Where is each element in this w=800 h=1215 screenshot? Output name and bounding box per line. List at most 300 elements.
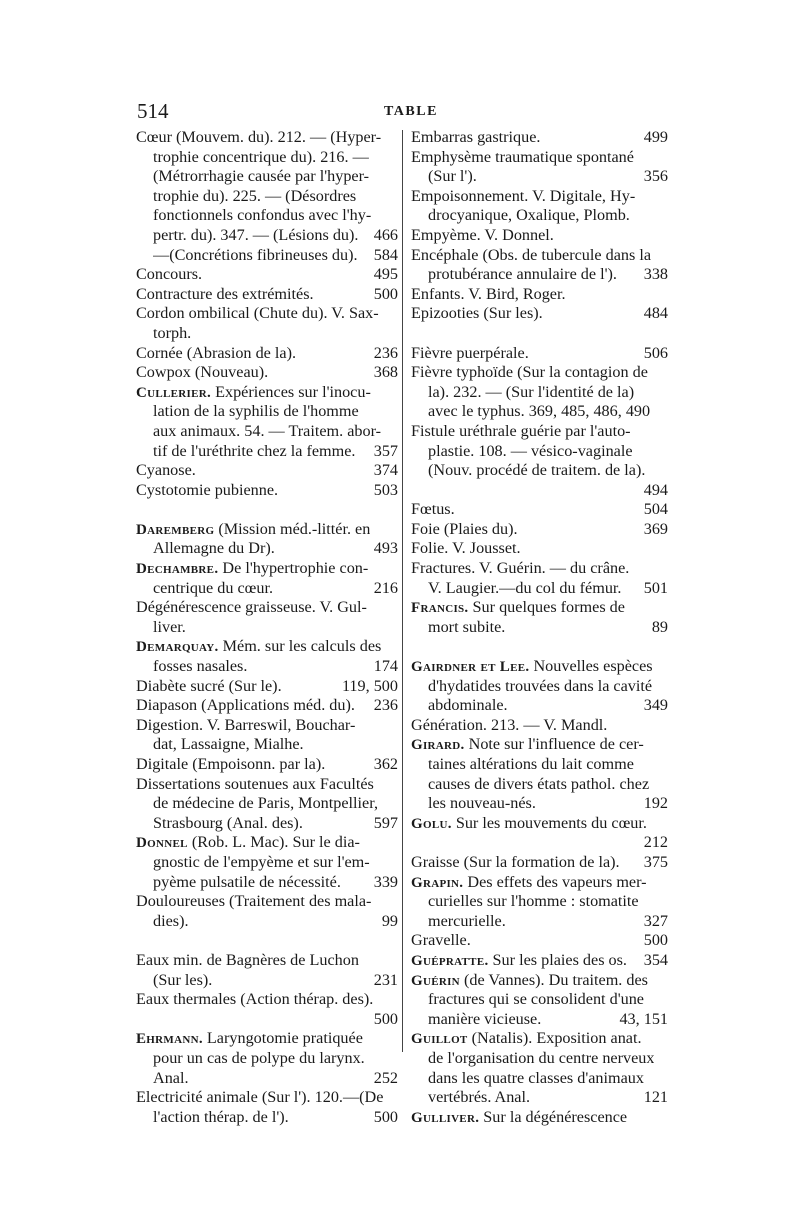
entry-line (411, 579, 668, 599)
entry-text (136, 598, 367, 618)
entry-text (411, 500, 455, 520)
page-reference: 375 (643, 852, 668, 871)
author-name: Grapin. (411, 874, 464, 891)
page-reference: 89 (651, 617, 668, 636)
author-name: Guillot (411, 1031, 468, 1048)
entry-line (136, 246, 398, 266)
entry-text (136, 363, 268, 383)
entry-text (411, 520, 518, 540)
author-name: Daremberg (136, 521, 215, 538)
entry-text-body: de médecine de Paris, Montpellier, (153, 794, 379, 813)
entry-line (136, 833, 398, 853)
entry-line (411, 481, 668, 501)
entry-text (411, 128, 540, 148)
page-reference: 499 (643, 128, 668, 146)
entry-text (153, 971, 212, 991)
index-entry (136, 344, 398, 364)
entry-line (411, 657, 668, 677)
entry-text (411, 853, 620, 873)
entry-text-body: Des effets des vapeurs mer- (463, 872, 647, 891)
entry-text (136, 990, 373, 1010)
index-entry (411, 304, 668, 324)
entry-text-body: d'hydatides trouvées dans la cavité (428, 676, 653, 695)
entry-text (153, 873, 341, 893)
entry-text (428, 206, 630, 226)
page-reference: 506 (643, 343, 668, 362)
page-reference: 356 (643, 167, 668, 186)
entry-text (136, 128, 381, 148)
entry-text-body: Diabète sucré (Sur le). (136, 676, 282, 695)
entry-line (411, 833, 668, 853)
entry-text-body: Anal. (153, 1068, 189, 1087)
index-entry (136, 892, 398, 931)
page-reference: 504 (643, 500, 668, 519)
entry-line (411, 285, 668, 305)
page-reference: 174 (373, 657, 398, 676)
author-name: Donnel (136, 835, 188, 852)
entry-text-body: Diapason (Applications méd. du). (136, 696, 355, 715)
entry-line (136, 383, 398, 403)
index-entry (136, 677, 398, 697)
page-reference: 354 (643, 950, 668, 969)
index-entry (411, 598, 668, 637)
entry-line (136, 618, 398, 638)
index-entry (411, 128, 668, 148)
entry-text (428, 579, 621, 599)
entry-line (411, 539, 668, 559)
entry-text (153, 539, 275, 559)
entry-text-body: Note sur l'influence de cer- (464, 735, 644, 754)
entry-text (153, 187, 356, 207)
index-entry (411, 285, 668, 305)
entry-text-body: Electricité animale (Sur l'). 120.—(De (136, 1088, 384, 1107)
entry-line (136, 1010, 398, 1030)
entry-text (411, 971, 648, 991)
index-entry (411, 500, 668, 520)
page-reference: 484 (643, 304, 668, 323)
index-entry (136, 598, 398, 637)
entry-text (411, 285, 566, 305)
entry-text-body: Cystotomie pubienne. (136, 480, 279, 499)
entry-text-body: (Rob. L. Mac). Sur le dia- (187, 833, 360, 852)
entry-text (136, 951, 359, 971)
index-entry (411, 1029, 668, 1107)
entry-line (411, 912, 668, 932)
entry-line (411, 383, 668, 403)
entry-text (153, 1049, 365, 1069)
page-reference: 503 (373, 480, 398, 499)
entry-text-body: avec le typhus. 369, 485, 486, 490 (428, 402, 651, 421)
entry-text (153, 735, 304, 755)
entry-text-body: Strasbourg (Anal. des). (153, 813, 303, 832)
entry-text (136, 481, 278, 501)
entry-text-body: centrique du cœur. (153, 578, 274, 597)
entry-text-body: la). 232. — (Sur l'identité de la) (428, 382, 635, 401)
entry-line (136, 696, 398, 716)
index-entry (411, 226, 668, 246)
entry-line (136, 1069, 398, 1089)
index-entry (136, 951, 398, 990)
entry-line (411, 873, 668, 893)
entry-line (411, 971, 668, 991)
entry-text (136, 696, 355, 716)
index-entry (411, 657, 668, 716)
entry-line (411, 951, 668, 971)
section-gap (136, 500, 398, 520)
entry-line (136, 735, 398, 755)
page-reference: 119, 500 (341, 676, 398, 695)
page-reference: 339 (373, 872, 398, 891)
entry-text-body: dans les quatre classes d'animaux (428, 1068, 644, 1087)
entry-text (411, 716, 607, 736)
page-reference: 231 (373, 970, 398, 989)
entry-text (153, 148, 369, 168)
index-entry (136, 128, 398, 265)
entry-line (411, 892, 668, 912)
entry-text-body: dat, Lassaigne, Mialhe. (153, 735, 304, 754)
entry-line (411, 246, 668, 266)
entry-text (428, 794, 536, 814)
entry-line (411, 1049, 668, 1069)
index-entry (136, 481, 398, 501)
index-entry (411, 735, 668, 813)
entry-text (411, 148, 634, 168)
entry-text (136, 892, 371, 912)
entry-text (136, 344, 296, 364)
entry-text-body: Fistule uréthrale guérie par l'auto- (411, 421, 631, 440)
entry-text-body: fonctionnels confondus avec l'hy- (153, 206, 372, 225)
entry-text (411, 304, 543, 324)
entry-line (411, 1029, 668, 1049)
entry-text (428, 990, 644, 1010)
entry-line (136, 637, 398, 657)
entry-text-body: Cyanose. (136, 461, 196, 480)
entry-line (411, 559, 668, 579)
entry-text-body: Empyème. V. Donnel. (411, 225, 554, 244)
entry-text-body: abdominale. (428, 696, 508, 715)
entry-text (411, 246, 651, 266)
index-entry (411, 1108, 668, 1128)
entry-text (136, 559, 368, 579)
index-entry (136, 833, 398, 892)
entry-text (136, 304, 379, 324)
entry-text-body: Laryngotomie pratiquée (202, 1029, 363, 1048)
entry-line (411, 1088, 668, 1108)
index-entry (411, 344, 668, 364)
index-entry (136, 990, 398, 1029)
entry-text-body: Expériences sur l'inocu- (211, 382, 371, 401)
entry-line (411, 1069, 668, 1089)
entry-text-body: liver. (153, 617, 186, 636)
index-entry (411, 363, 668, 422)
entry-text (428, 912, 506, 932)
entry-text-body: dies). (153, 911, 189, 930)
entry-text-body: tif de l'uréthrite chez la femme. (153, 441, 356, 460)
entry-text (136, 461, 196, 481)
page-reference: 252 (373, 1068, 398, 1087)
entry-text (411, 657, 653, 677)
entry-text-body: (Natalis). Exposition anat. (467, 1029, 642, 1048)
entry-line (136, 520, 398, 540)
page-reference: 500 (373, 1107, 398, 1126)
entry-line (136, 853, 398, 873)
page-reference: 349 (643, 696, 668, 715)
entry-text-body: Sur la dégénérescence (479, 1107, 628, 1126)
entry-text-body: Mém. sur les calculs des (218, 637, 382, 656)
entry-text-body: mercurielle. (428, 911, 506, 930)
page-reference: 597 (373, 813, 398, 832)
entry-text (411, 735, 644, 755)
entry-line (411, 167, 668, 187)
entry-line (136, 598, 398, 618)
entry-line (136, 167, 398, 187)
entry-text (428, 167, 477, 187)
index-entry (136, 265, 398, 285)
index-column-left (136, 128, 398, 1127)
entry-text (153, 167, 369, 187)
page-reference: 368 (373, 363, 398, 382)
entry-line (136, 951, 398, 971)
page-reference: 236 (373, 343, 398, 362)
index-entry (411, 814, 668, 853)
entry-line (411, 363, 668, 383)
entry-line (136, 206, 398, 226)
entry-text (153, 853, 370, 873)
entry-line (411, 461, 668, 481)
entry-line (136, 971, 398, 991)
entry-text-body: Contracture des extrémités. (136, 284, 314, 303)
entry-text (411, 951, 627, 971)
page-reference: 500 (643, 931, 668, 950)
entry-text-body: Gravelle. (411, 931, 471, 950)
entry-line (136, 794, 398, 814)
entry-text (153, 442, 355, 462)
entry-text-body: drocyanique, Oxalique, Plomb. (428, 206, 630, 225)
entry-text (428, 1088, 530, 1108)
author-name: Demarquay. (136, 639, 219, 656)
index-entry (411, 422, 668, 500)
entry-text (136, 1029, 363, 1049)
entry-text-body: taines altérations du lait comme (428, 755, 634, 773)
entry-text (411, 422, 631, 442)
entry-text (136, 1088, 383, 1108)
entry-text (428, 1049, 654, 1069)
running-head: TABLE (384, 104, 438, 119)
entry-line (136, 265, 398, 285)
page-reference: 43, 151 (619, 1009, 668, 1028)
entry-text (411, 187, 635, 207)
entry-line (136, 422, 398, 442)
author-name: Gulliver. (411, 1109, 480, 1126)
index-entry (411, 951, 668, 971)
entry-line (136, 285, 398, 305)
entry-text (136, 775, 374, 795)
section-gap (411, 324, 668, 344)
entry-line (411, 853, 668, 873)
entry-text-body: Fièvre puerpérale. (411, 343, 529, 362)
entry-text (428, 892, 639, 912)
entry-text (153, 1108, 289, 1128)
entry-text-body: trophie du). 225. — (Désordres (153, 186, 357, 205)
entry-text-body: Cœur (Mouvem. du). 212. — (Hyper- (136, 128, 382, 146)
index-entry (411, 931, 668, 951)
entry-text-body: gnostic de l'empyème et sur l'em- (153, 852, 370, 871)
page-reference: 493 (373, 539, 398, 558)
entry-text-body: Sur quelques formes de (468, 598, 625, 617)
entry-text (153, 324, 191, 344)
entry-text-body: Emphysème traumatique spontané (411, 147, 634, 166)
entry-line (136, 344, 398, 364)
entry-text-body: Cornée (Abrasion de la). (136, 343, 297, 362)
entry-text-body: vertébrés. Anal. (428, 1088, 531, 1107)
index-entry (411, 971, 668, 1030)
index-entry (411, 187, 668, 226)
page-reference: 192 (643, 794, 668, 813)
entry-line (136, 304, 398, 324)
entry-text-body: Graisse (Sur la formation de la). (411, 852, 620, 871)
page-reference: 216 (373, 578, 398, 597)
index-entry (411, 559, 668, 598)
entry-line (411, 344, 668, 364)
entry-text-body: (Sur les). (153, 970, 213, 989)
entry-text (153, 402, 359, 422)
entry-text (428, 696, 508, 716)
entry-line (411, 794, 668, 814)
entry-line (411, 755, 668, 775)
entry-text-body: pertr. du). 347. — (Lésions du). (153, 225, 359, 244)
entry-text-body: de l'organisation du centre nerveux (428, 1048, 655, 1067)
entry-text-body: V. Laugier.—du col du fémur. (428, 578, 622, 597)
entry-text-body: Fièvre typhoïde (Sur la contagion de (411, 363, 648, 382)
entry-text (411, 1029, 642, 1049)
entry-text-body: Folie. V. Jousset. (411, 539, 521, 558)
entry-line (136, 148, 398, 168)
entry-text (411, 873, 647, 893)
author-name: Guérin (411, 972, 460, 989)
index-entry (136, 775, 398, 834)
author-name: Dechambre. (136, 561, 219, 578)
column-divider (402, 130, 403, 1052)
entry-text-body: Digestion. V. Barreswil, Bouchar- (136, 715, 356, 734)
page-reference: 338 (643, 265, 668, 284)
index-entry (136, 1088, 398, 1127)
entry-line (136, 990, 398, 1010)
entry-text-body: protubérance annulaire de l'). (428, 265, 617, 284)
entry-line (136, 1088, 398, 1108)
page-reference: 362 (373, 755, 398, 773)
entry-text-body: mort subite. (428, 617, 506, 636)
entry-text-body: Sur les plaies des os. (488, 950, 627, 969)
entry-text-body: (de Vannes). Du traitem. des (459, 970, 648, 989)
entry-line (136, 873, 398, 893)
entry-text (136, 383, 371, 403)
entry-text (153, 246, 358, 266)
entry-line (411, 598, 668, 618)
index-entry (411, 520, 668, 540)
entry-text-body: (Nouv. procédé de traitem. de la). (428, 461, 646, 480)
entry-text-body: Encéphale (Obs. de tubercule dans la (411, 245, 652, 264)
entry-text-body: Allemagne du Dr). (153, 539, 275, 558)
entry-line (411, 716, 668, 736)
entry-line (136, 775, 398, 795)
entry-line (411, 520, 668, 540)
page-reference: 494 (643, 480, 668, 499)
entry-line (136, 1029, 398, 1049)
page-reference: 99 (381, 911, 398, 930)
entry-text (428, 402, 650, 422)
page-number: 514 (137, 99, 169, 123)
entry-text (411, 539, 521, 559)
index-entry (136, 520, 398, 559)
entry-line (411, 1108, 668, 1128)
entry-text (153, 226, 358, 246)
page-reference: 369 (643, 519, 668, 538)
entry-text-body: l'action thérap. de l'). (153, 1107, 289, 1126)
page-reference: 501 (643, 578, 668, 597)
entry-text (153, 618, 186, 638)
entry-text (428, 1010, 541, 1030)
entry-text (411, 363, 648, 383)
entry-line (411, 148, 668, 168)
entry-line (136, 1108, 398, 1128)
entry-line (411, 1010, 668, 1030)
entry-line (136, 187, 398, 207)
entry-text-body: pour un cas de polype du larynx. (153, 1048, 365, 1067)
entry-text (153, 206, 371, 226)
entry-text-body: Dégénérescence graisseuse. V. Gul- (136, 598, 367, 617)
page-reference: 236 (373, 696, 398, 715)
entry-text-body: Douloureuses (Traitement des mala- (136, 892, 372, 911)
page-reference: 500 (373, 284, 398, 303)
entry-text-body: plastie. 108. — vésico-vaginale (428, 441, 633, 460)
entry-text-body: fosses nasales. (153, 657, 248, 676)
page-reference: 495 (373, 265, 398, 284)
entry-line (411, 735, 668, 755)
entry-line (411, 500, 668, 520)
index-entry (136, 363, 398, 383)
entry-text-body: Nouvelles espèces (529, 657, 653, 676)
entry-text-body: Eaux thermales (Action thérap. des). (136, 990, 374, 1009)
entry-text-body: Cowpox (Nouveau). (136, 363, 269, 382)
entry-text (136, 520, 370, 540)
index-entry (411, 148, 668, 187)
entry-line (136, 657, 398, 677)
entry-text-body: trophie concentrique du). 216. — (153, 147, 369, 166)
entry-text (136, 716, 355, 736)
entry-text (428, 1069, 644, 1089)
entry-text (411, 931, 471, 951)
entry-text (428, 755, 634, 775)
author-name: Gairdner et Lee. (411, 659, 530, 676)
entry-text (411, 1108, 627, 1128)
entry-text-body: pyème pulsatile de nécessité. (153, 872, 341, 891)
entry-line (411, 677, 668, 697)
entry-text (136, 265, 202, 285)
entry-text (411, 598, 625, 618)
index-entry (136, 696, 398, 716)
entry-text-body: causes de divers états pathol. chez (428, 774, 650, 793)
entry-text (428, 618, 505, 638)
index-entry (136, 461, 398, 481)
index-entry (136, 755, 398, 775)
entry-text-body: Dissertations soutenues aux Facultés (136, 774, 374, 793)
entry-line (411, 775, 668, 795)
entry-text (428, 442, 633, 462)
entry-text (411, 814, 647, 834)
entry-text-body: Fractures. V. Guérin. — du crâne. (411, 559, 630, 578)
entry-text-body: aux animaux. 54. — Traitem. abor- (153, 421, 382, 440)
index-entry (136, 1029, 398, 1088)
